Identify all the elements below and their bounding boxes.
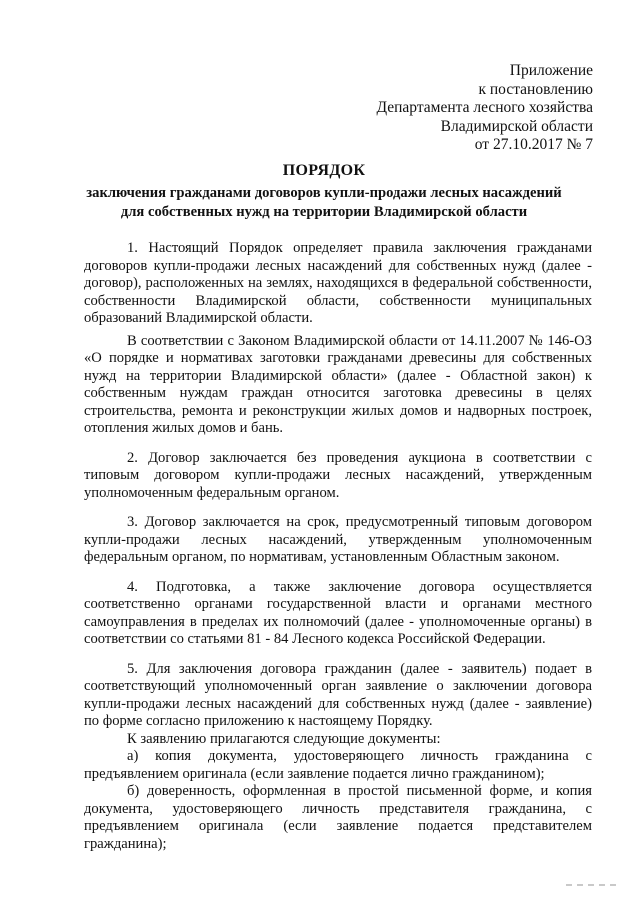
- paragraph-law: В соответствии с Законом Владимирской области от 14.11.2007 № 146-ОЗ «О порядке и нормативах заготовки гражданами древесины для собственных нужд на территории Владимирской области» (далее - Областной закон) к собственным нуждам граждан относится заготовка древесины в целях строительства, ремонта и реконструкции жилых домов и надворных построек, отопления жилых домов и бань.: [84, 332, 592, 436]
- appendix-header: [293, 62, 593, 155]
- header-line-region: Владимирской области: [440, 117, 593, 135]
- paragraph-attachments-intro: К заявлению прилагаются следующие документы:: [127, 730, 441, 747]
- paragraph-item-b: б) доверенность, оформленная в простой письменной форме, и копия документа, удостоверяющего личность представителя гражданина, с предъявлением оригинала (если заявление подается представителем гражданина);: [84, 783, 592, 852]
- paragraph-3: 3. Договор заключается на срок, предусмотренный типовым договором купли-продажи лесных насаждений, утвержденным уполномоченным федеральным органом, по нормативам, установленным Областным законом.: [84, 514, 592, 565]
- paragraph-2: 2. Договор заключается без проведения аукциона в соответствии с типовым договором купли-продажи лесных насаждений, утвержденным уполномоченным федеральным органом.: [84, 449, 592, 501]
- document-title: ПОРЯДОК: [282, 162, 366, 179]
- paragraph-5: 5. Для заключения договора гражданин (далее - заявитель) подает в соответствующий уполномоченный орган заявление о заключении договора купли-продажи лесных насаждений для собственных нужд (далее - заявление) по форме согласно приложению к настоящему Порядку.: [84, 660, 592, 729]
- header-line-resolution: к постановлению: [478, 80, 593, 98]
- subtitle-line-2: для собственных нужд на территории Владимирской области: [120, 204, 528, 220]
- header-line-department: Департамента лесного хозяйства: [376, 99, 593, 117]
- paragraph-4: 4. Подготовка, а также заключение договора осуществляется соответственно органами государственной власти и органами местного самоуправления в пределах их полномочий (далее - уполномоченные органы) в соответствии со статьями 81 - 84 Лесного кодекса Российской Федерации.: [84, 578, 592, 647]
- scan-mark: [566, 884, 616, 888]
- document-body: [84, 240, 592, 853]
- paragraph-1: 1. Настоящий Порядок определяет правила заключения гражданами договоров купли-продажи лесных насаждений для собственных нужд (далее - договор), расположенных на землях, находящихся в федеральной собственности, собственности Владимирской области, собственности муниципальных образований Владимирской области.: [84, 240, 592, 326]
- paragraph-item-a: а) копия документа, удостоверяющего личность гражданина с предъявлением оригинала (если заявление подается лично гражданином);: [84, 748, 592, 782]
- subtitle-line-1: заключения гражданами договоров купли-продажи лесных насаждений: [86, 185, 562, 201]
- header-line-appendix: Приложение: [509, 62, 593, 79]
- document-subtitle: [60, 184, 588, 222]
- header-line-date: от 27.10.2017 № 7: [474, 136, 593, 154]
